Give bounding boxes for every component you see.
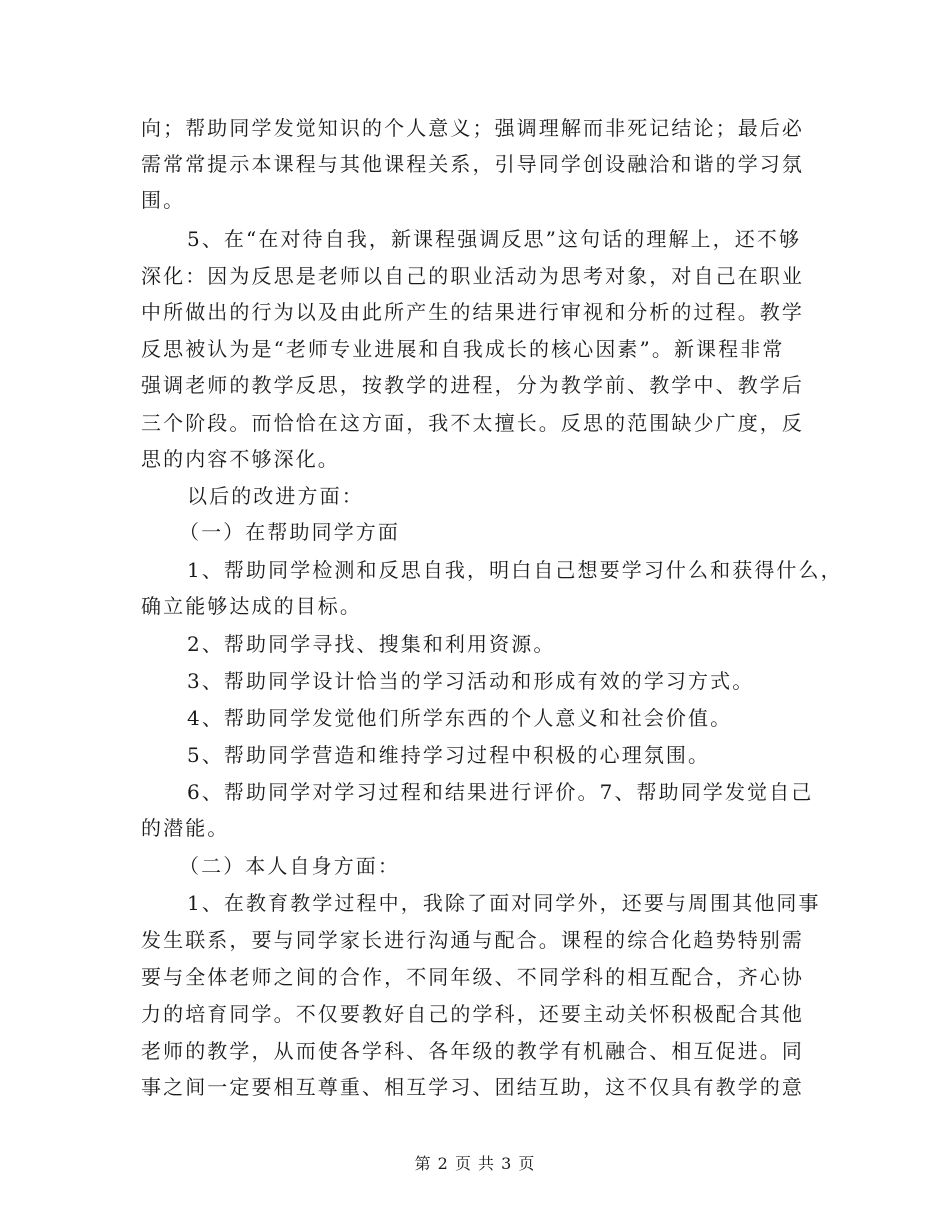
page-number: 第 2 页 共 3 页 <box>414 1154 536 1173</box>
paragraph-line: 向；帮助同学发觉知识的个人意义；强调理解而非死记结论；最后必 <box>141 116 804 140</box>
paragraph-line: 中所做出的行为以及由此所产生的结果进行审视和分析的过程。教学 <box>141 300 804 324</box>
subsection-heading: （二）本人自身方面： <box>179 854 400 878</box>
paragraph-line: 的潜能。 <box>141 816 230 840</box>
paragraph-line: 5、在“在对待自我，新课程强调反思”这句话的理解上，还不够 <box>187 227 802 251</box>
paragraph-line: 需常常提示本课程与其他课程关系，引导同学创设融洽和谐的学习氛 <box>141 152 804 176</box>
paragraph-line: 老师的教学，从而使各学科、各年级的教学有机融合、相互促进。同 <box>141 1039 804 1063</box>
list-item: 3、帮助同学设计恰当的学习活动和形成有效的学习方式。 <box>187 669 755 693</box>
paragraph-line: 三个阶段。而恰恰在这方面，我不太擅长。反思的范围缺少广度，反 <box>141 411 804 435</box>
paragraph-line: 事之间一定要相互尊重、相互学习、团结互助，这不仅具有教学的意 <box>141 1075 804 1099</box>
section-heading: 以后的改进方面： <box>187 484 364 508</box>
paragraph-line: 围。 <box>141 188 186 212</box>
list-item: 4、帮助同学发觉他们所学东西的个人意义和社会价值。 <box>187 706 733 730</box>
subsection-heading: （一）在帮助同学方面 <box>179 520 400 544</box>
list-item: 2、帮助同学寻找、搜集和利用资源。 <box>187 632 556 656</box>
paragraph-line: 要与全体老师之间的合作，不同年级、不同学科的相互配合，齐心协 <box>141 965 804 989</box>
paragraph-line: 发生联系，要与同学家长进行沟通与配合。课程的综合化趋势特别需 <box>141 928 804 952</box>
list-item: 1、帮助同学检测和反思自我，明白自己想要学习什么和获得什么， <box>187 558 843 582</box>
list-item: 6、帮助同学对学习过程和结果进行评价。7、帮助同学发觉自己 <box>187 780 814 804</box>
paragraph-line: 确立能够达成的目标。 <box>141 594 362 618</box>
paragraph-line: 深化：因为反思是老师以自己的职业活动为思考对象，对自己在职业 <box>141 264 804 288</box>
paragraph-line: 力的培育同学。不仅要教好自己的学科，还要主动关怀积极配合其他 <box>141 1002 804 1026</box>
list-item: 5、帮助同学营造和维持学习过程中积极的心理氛围。 <box>187 743 711 767</box>
paragraph-line: 强调老师的教学反思，按教学的进程，分为教学前、教学中、教学后 <box>141 373 804 397</box>
list-item: 1、在教育教学过程中，我除了面对同学外，还要与周围其他同事 <box>187 891 821 915</box>
paragraph-line: 思的内容不够深化。 <box>141 447 340 471</box>
paragraph-line: 反思被认为是“老师专业进展和自我成长的核心因素”。新课程非常 <box>141 337 785 361</box>
